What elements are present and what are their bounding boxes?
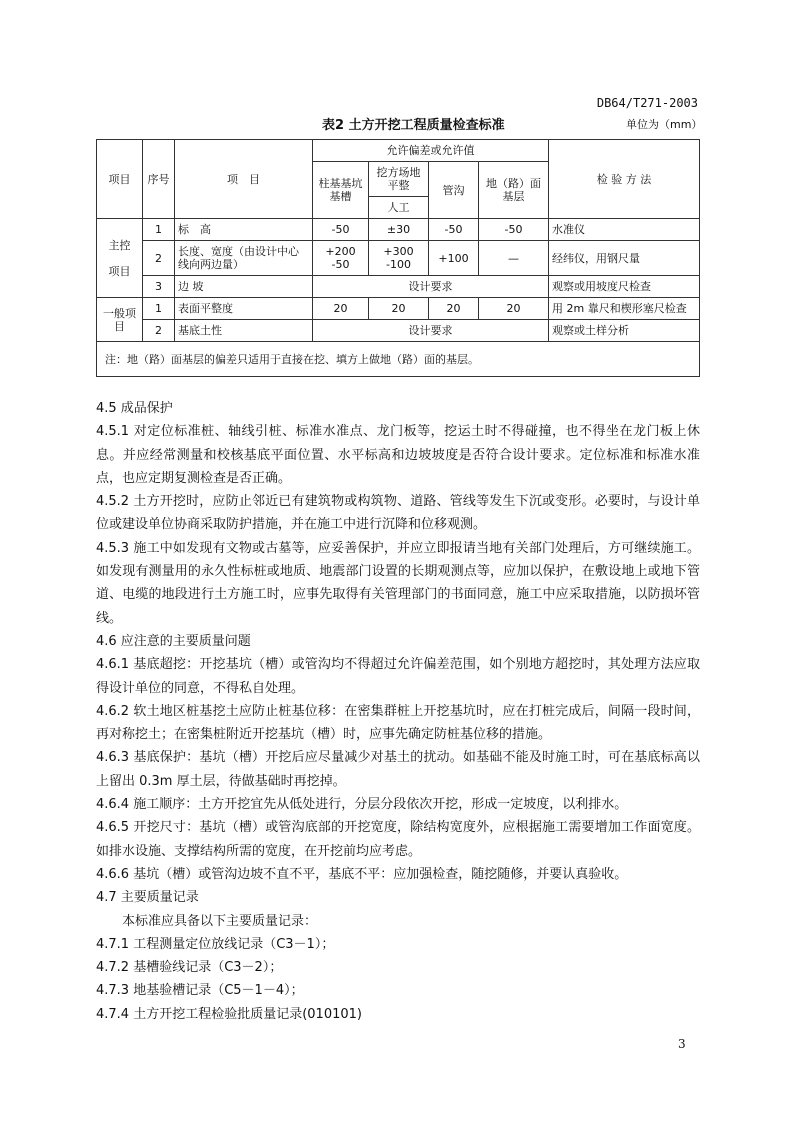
cell-v4: 20 [479, 298, 549, 320]
cell-merged: 设计要求 [313, 320, 549, 342]
cell-v2: ±30 [369, 219, 429, 241]
paragraph: 4.6.4 施工顺序：土方开挖宜先从低处进行，分层分段依次开挖，形成一定坡度，以利排水。 [96, 797, 628, 813]
header-item: 项目 [97, 140, 143, 219]
cell-name: 表面平整度 [175, 298, 313, 320]
table-header-row-1 [97, 140, 700, 162]
paragraph: 4.6.2 软土地区桩基挖土应防止桩基位移：在密集群桩上开挖基坑时，应在打桩完成后，间隔一段时间，再对称挖土；在密集桩附近开挖基坑（槽）时，应事先确定防桩基位移的措施。 [96, 703, 700, 743]
group-general: 一般项目 [97, 298, 143, 342]
header-pipe: 管沟 [429, 162, 479, 219]
record-item: 4.7.1 工程测量定位放线记录（C3－1）； [96, 936, 335, 952]
cell-method: 观察或土样分析 [549, 320, 700, 342]
paragraph: 4.6.1 基底超挖：开挖基坑（槽）或管沟均不得超过允许偏差范围，如个别地方超挖时，其处理方法应取得设计单位的同意，不得私自处理。 [96, 657, 700, 696]
cell-v1: +200 -50 [313, 241, 369, 276]
header-site: 挖方场地平整 [369, 162, 429, 197]
cell-v4: -50 [479, 219, 549, 241]
page-number: 3 [678, 1037, 686, 1051]
quality-standard-table [96, 139, 700, 377]
paragraph: 本标准应具备以下主要质量记录： [122, 913, 318, 929]
paragraph: 4.6.6 基坑（槽）或管沟边坡不直不平，基底不平：应加强检查，随挖随修，并要认真验收。 [96, 866, 628, 882]
cell-seq: 1 [143, 219, 175, 241]
cell-v3: -50 [429, 219, 479, 241]
header-site-manual: 人工 [369, 197, 429, 219]
section-heading: 4.5 成品保护 [96, 401, 173, 416]
body-text [96, 397, 700, 1026]
unit-label: 单位为（mm） [626, 118, 703, 131]
table-title: 表2 土方开挖工程质量检查标准 [322, 118, 505, 133]
header-seq: 序号 [143, 140, 175, 219]
table-row [97, 298, 700, 320]
cell-name: 长度、宽度（由设计中心线向两边量） [175, 241, 313, 276]
header-pit: 柱基基坑基槽 [313, 162, 369, 219]
cell-seq: 2 [143, 241, 175, 276]
paragraph: 4.6.3 基底保护：基坑（槽）开挖后应尽量减少对基土的扰动。如基础不能及时施工时，可在基底标高以上留出 0.3m 厚土层，待做基础时再挖掉。 [96, 750, 700, 789]
header-allowance: 允许偏差或允许值 [313, 140, 549, 162]
table-row [97, 241, 700, 276]
paragraph: 4.5.1 对定位标准桩、轴线引桩、标准水准点、龙门板等，挖运土时不得碰撞，也不得坐在龙门板上休息。并应经常测量和校核基底平面位置、水平标高和边坡坡度是否符合设计要求。定位标准和标准水准点，也应定期复测检查是否正确。 [96, 424, 700, 486]
cell-seq: 2 [143, 320, 175, 342]
paragraph: 4.5.2 土方开挖时，应防止邻近已有建筑物或构筑物、道路、管线等发生下沉或变形。必要时，与设计单位或建设单位协商采取防护措施，并在施工中进行沉降和位移观测。 [96, 494, 700, 533]
paragraph: 4.6.5 开挖尺寸：基坑（槽）或管沟底部的开挖宽度，除结构宽度外，应根据施工需要增加工作面宽度。如排水设施、支撑结构所需的宽度，在开挖前均应考虑。 [96, 820, 700, 859]
cell-seq: 3 [143, 276, 175, 298]
table-row [97, 276, 700, 298]
cell-v3: 20 [429, 298, 479, 320]
table-note: 注：地（路）面基层的偏差只适用于直接在挖、填方上做地（路）面的基层。 [97, 342, 700, 377]
cell-method: 经纬仪，用钢尺量 [549, 241, 700, 276]
cell-v2: +300 -100 [369, 241, 429, 276]
header-method: 检 验 方 法 [549, 140, 700, 219]
cell-name: 基底土性 [175, 320, 313, 342]
cell-merged: 设计要求 [313, 276, 549, 298]
record-item: 4.7.3 地基验槽记录（C5－1－4）； [96, 983, 304, 999]
header-road: 地（路）面基层 [479, 162, 549, 219]
header-item-name: 项 目 [175, 140, 313, 219]
table-row [97, 219, 700, 241]
group-main: 主控 项目 [97, 219, 143, 298]
cell-method: 观察或用坡度尺检查 [549, 276, 700, 298]
document-code: DB64/T271-2003 [596, 96, 698, 110]
cell-v1: -50 [313, 219, 369, 241]
cell-v4: — [479, 241, 549, 276]
table-note-row [97, 342, 700, 377]
cell-method: 用 2m 靠尺和楔形塞尺检查 [549, 298, 700, 320]
record-item: 4.7.4 土方开挖工程检验批质量记录(010101) [96, 1006, 362, 1022]
record-item: 4.7.2 基槽验线记录（C3－2）； [96, 960, 283, 976]
cell-v1: 20 [313, 298, 369, 320]
cell-v3: +100 [429, 241, 479, 276]
cell-seq: 1 [143, 298, 175, 320]
section-heading: 4.7 主要质量记录 [96, 890, 199, 906]
cell-name: 标 高 [175, 219, 313, 241]
table-row [97, 320, 700, 342]
section-heading: 4.6 应注意的主要质量问题 [96, 633, 251, 649]
cell-v2: 20 [369, 298, 429, 320]
cell-method: 水准仪 [549, 219, 700, 241]
paragraph: 4.5.3 施工中如发现有文物或古墓等，应妥善保护，并应立即报请当地有关部门处理后，方可继续施工。如发现有测量用的永久性标桩或地质、地震部门设置的长期观测点等，应加以保护，在敷设地上或地下管道、电缆的地段进行土方施工时，应事先取得有关管理部门的书面同意，施工中应采取措施，以防损坏管线。 [96, 540, 700, 626]
cell-name: 边 坡 [175, 276, 313, 298]
